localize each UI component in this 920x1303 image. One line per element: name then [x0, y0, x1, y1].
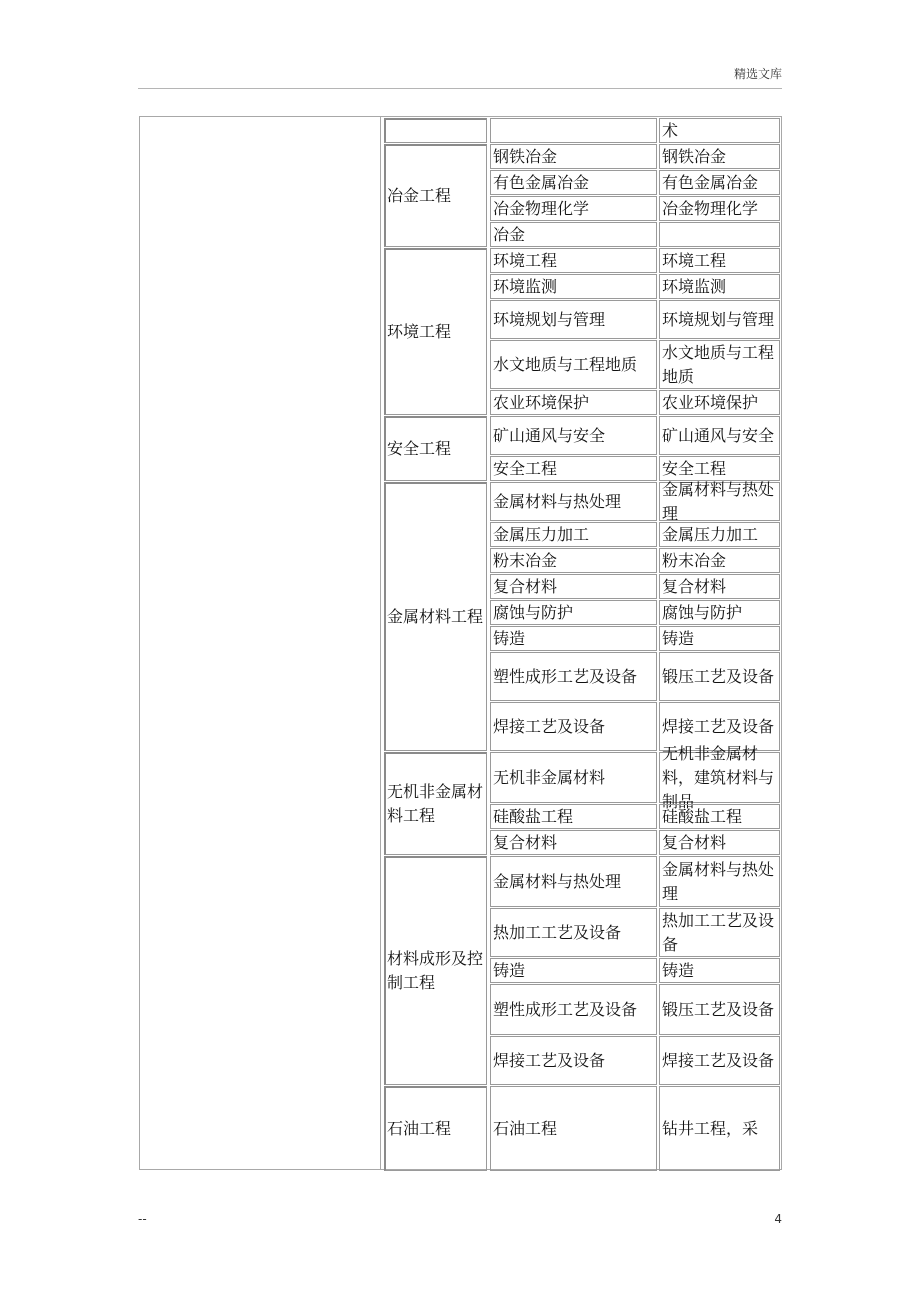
new-major-cell-text: 金属材料与热处理 — [662, 479, 775, 523]
major-cell-text: 材料成形及控制工程 — [387, 949, 484, 992]
new-major-cell — [659, 416, 780, 455]
major-cell-text: 无机非金属材料工程 — [387, 782, 484, 825]
new-major-cell — [659, 548, 780, 573]
sub-major-cell-text: 粉末冶金 — [493, 550, 558, 570]
major-cell-text: 环境工程 — [387, 322, 452, 341]
new-major-cell-text: 矿山通风与安全 — [662, 425, 775, 445]
sub-major-cell — [490, 830, 657, 855]
sub-major-cell-text: 金属材料与热处理 — [493, 491, 622, 511]
new-major-cell-text: 术 — [662, 120, 679, 140]
new-major-cell-text: 锻压工艺及设备 — [662, 666, 775, 686]
sub-major-cell-text: 铸造 — [493, 960, 526, 980]
new-major-cell — [659, 522, 780, 547]
new-major-cell-text: 金属压力加工 — [662, 524, 759, 544]
new-major-cell — [659, 984, 780, 1035]
blank-left-column — [140, 117, 381, 1169]
sub-major-cell — [490, 1086, 657, 1171]
sub-major-cell-text: 农业环境保护 — [493, 392, 590, 412]
sub-major-cell — [490, 600, 657, 625]
new-major-cell-text: 环境工程 — [662, 250, 727, 270]
new-major-cell — [659, 144, 780, 169]
new-major-cell-text: 环境规划与管理 — [662, 309, 775, 329]
new-major-cell-text: 环境监测 — [662, 276, 727, 296]
new-major-cell — [659, 222, 780, 247]
sub-major-cell-text: 安全工程 — [493, 458, 558, 478]
new-major-cell-text: 无机非金属材料，建筑材料与制品 — [662, 743, 775, 811]
sub-major-cell-text: 热加工工艺及设备 — [493, 922, 622, 942]
new-major-cell — [659, 340, 780, 389]
new-major-cell-text: 热加工工艺及设备 — [662, 910, 775, 954]
sub-major-cell-text: 有色金属冶金 — [493, 172, 590, 192]
header-divider — [138, 88, 782, 89]
sub-major-cell — [490, 1036, 657, 1085]
sub-major-cell — [490, 456, 657, 481]
new-major-cell — [659, 196, 780, 221]
new-major-cell — [659, 652, 780, 701]
new-major-cell — [659, 248, 780, 273]
new-major-cell-text: 硅酸盐工程 — [662, 806, 743, 826]
sub-major-cell-text: 硅酸盐工程 — [493, 806, 574, 826]
new-major-cell-text: 锻压工艺及设备 — [662, 999, 775, 1019]
major-cell — [384, 856, 487, 1085]
new-major-cell — [659, 856, 780, 907]
major-cell — [384, 118, 487, 143]
sub-major-cell-text: 水文地质与工程地质 — [493, 354, 638, 374]
sub-major-cell — [490, 856, 657, 907]
sub-major-cell — [490, 118, 657, 143]
new-major-cell-text: 复合材料 — [662, 576, 727, 596]
sub-major-cell-text: 矿山通风与安全 — [493, 425, 606, 445]
sub-major-cell-text: 塑性成形工艺及设备 — [493, 666, 638, 686]
specialty-table — [139, 116, 782, 1170]
sub-major-cell — [490, 804, 657, 829]
new-major-cell-text: 冶金物理化学 — [662, 198, 759, 218]
new-major-cell-text: 农业环境保护 — [662, 392, 759, 412]
new-major-cell-text: 钻井工程，采 — [662, 1118, 759, 1138]
new-major-cell — [659, 743, 780, 811]
new-major-cell — [659, 479, 780, 523]
sub-major-cell — [490, 908, 657, 957]
new-major-cell — [659, 300, 780, 339]
sub-major-cell — [490, 482, 657, 521]
page-number: 4 — [774, 1212, 782, 1226]
sub-major-cell-text: 石油工程 — [493, 1118, 558, 1138]
sub-major-cell-text: 复合材料 — [493, 576, 558, 596]
sub-major-cell-text: 冶金 — [493, 224, 526, 244]
sub-major-cell — [490, 196, 657, 221]
sub-major-cell-text: 环境工程 — [493, 250, 558, 270]
new-major-cell — [659, 830, 780, 855]
sub-major-cell — [490, 390, 657, 415]
sub-major-cell-text: 无机非金属材料 — [493, 767, 606, 787]
sub-major-cell — [490, 274, 657, 299]
major-cell — [384, 752, 487, 855]
new-major-cell — [659, 958, 780, 983]
sub-major-cell-text: 焊接工艺及设备 — [493, 716, 606, 736]
new-major-cell-text: 焊接工艺及设备 — [662, 716, 775, 736]
new-major-cell-text: 铸造 — [662, 960, 695, 980]
sub-major-cell-text: 环境规划与管理 — [493, 309, 606, 329]
major-cell — [384, 482, 487, 751]
sub-major-cell — [490, 144, 657, 169]
new-major-cell — [659, 600, 780, 625]
sub-major-cell-text: 钢铁冶金 — [493, 146, 558, 166]
new-major-cell — [659, 118, 780, 143]
sub-major-cell — [490, 702, 657, 751]
new-major-cell — [659, 390, 780, 415]
new-major-cell-text: 安全工程 — [662, 458, 727, 478]
footer-dashes: -- — [138, 1212, 147, 1226]
new-major-cell-text: 粉末冶金 — [662, 550, 727, 570]
new-major-cell — [659, 1036, 780, 1085]
major-cell — [384, 248, 487, 415]
sub-major-cell — [490, 522, 657, 547]
sub-major-cell — [490, 548, 657, 573]
new-major-cell — [659, 908, 780, 957]
new-major-cell — [659, 170, 780, 195]
sub-major-cell — [490, 626, 657, 651]
sub-major-cell — [490, 574, 657, 599]
major-cell — [384, 416, 487, 481]
new-major-cell-text: 钢铁冶金 — [662, 146, 727, 166]
sub-major-cell — [490, 984, 657, 1035]
sub-major-cell — [490, 170, 657, 195]
new-major-cell-text: 有色金属冶金 — [662, 172, 759, 192]
sub-major-cell — [490, 652, 657, 701]
header-title: 精选文库 — [733, 67, 782, 81]
sub-major-cell — [490, 416, 657, 455]
new-major-cell-text: 铸造 — [662, 628, 695, 648]
major-cell-text: 冶金工程 — [387, 186, 452, 205]
sub-major-cell-text: 腐蚀与防护 — [493, 602, 574, 622]
new-major-cell — [659, 574, 780, 599]
new-major-cell — [659, 1086, 780, 1171]
sub-major-cell-text: 金属材料与热处理 — [493, 871, 622, 891]
sub-major-cell — [490, 222, 657, 247]
sub-major-cell — [490, 248, 657, 273]
major-cell-text: 金属材料工程 — [387, 607, 484, 626]
sub-major-cell-text: 铸造 — [493, 628, 526, 648]
major-cell-text: 石油工程 — [387, 1119, 452, 1138]
new-major-cell-text: 金属材料与热处理 — [662, 859, 775, 903]
sub-major-cell-text: 金属压力加工 — [493, 524, 590, 544]
new-major-cell-text: 复合材料 — [662, 832, 727, 852]
sub-major-cell-text: 复合材料 — [493, 832, 558, 852]
new-major-cell-text: 腐蚀与防护 — [662, 602, 743, 622]
sub-major-cell — [490, 752, 657, 803]
major-cell-text: 安全工程 — [387, 439, 452, 458]
new-major-cell-text: 水文地质与工程地质 — [662, 342, 775, 386]
sub-major-cell — [490, 340, 657, 389]
major-cell — [384, 1086, 487, 1171]
major-cell — [384, 144, 487, 247]
sub-major-cell — [490, 958, 657, 983]
new-major-cell — [659, 274, 780, 299]
sub-major-cell-text: 冶金物理化学 — [493, 198, 590, 218]
sub-major-cell-text: 环境监测 — [493, 276, 558, 296]
sub-major-cell-text: 焊接工艺及设备 — [493, 1050, 606, 1070]
sub-major-cell — [490, 300, 657, 339]
sub-major-cell-text: 塑性成形工艺及设备 — [493, 999, 638, 1019]
new-major-cell — [659, 804, 780, 829]
new-major-cell-text: 焊接工艺及设备 — [662, 1050, 775, 1070]
new-major-cell — [659, 626, 780, 651]
